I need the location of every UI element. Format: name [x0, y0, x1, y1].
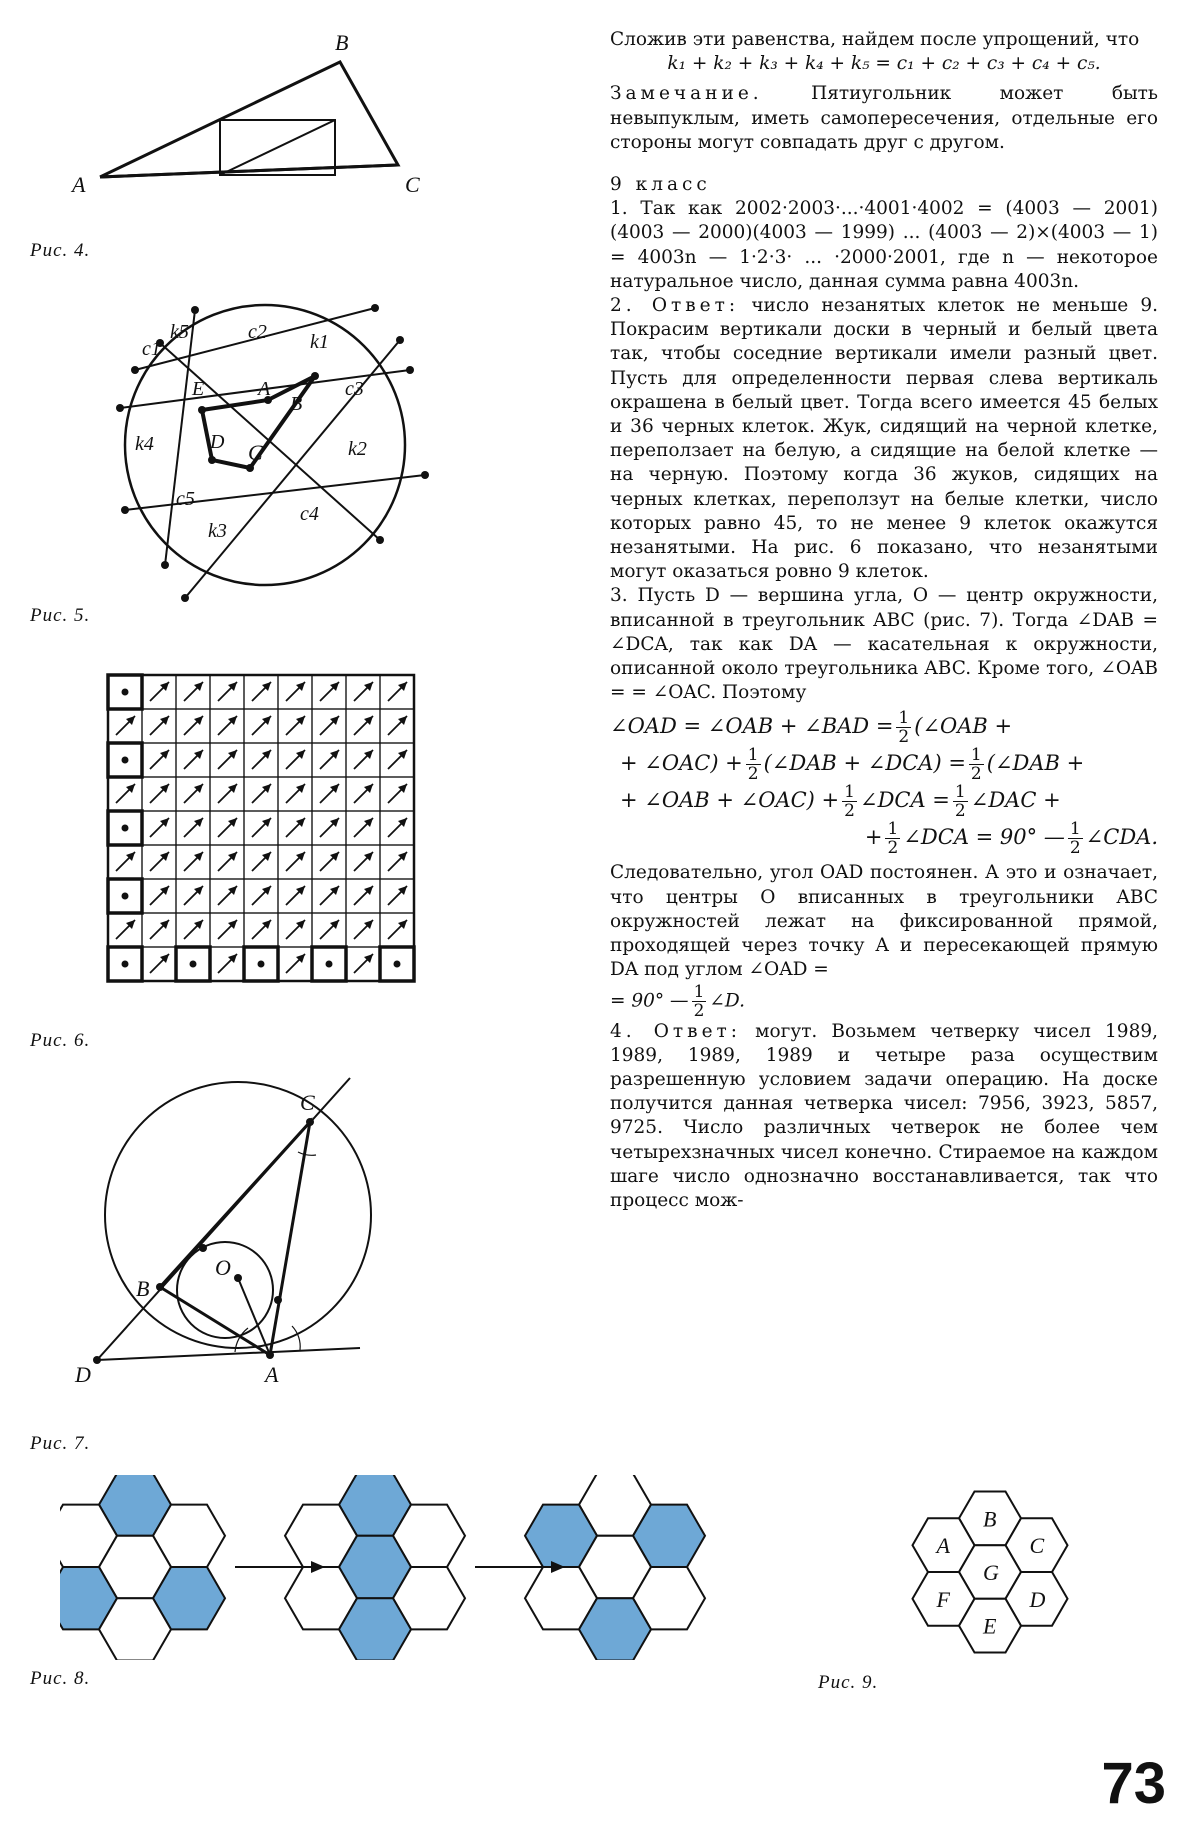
label-c3: c3	[345, 378, 364, 400]
label-c: C	[405, 172, 420, 197]
figure-5	[100, 280, 440, 620]
intro-paragraph: Сложив эти равенства, найдем после упрощений, что	[610, 29, 1140, 50]
empty-cell-dot	[190, 961, 197, 968]
problem-2	[610, 294, 1158, 584]
label-b: B	[290, 393, 303, 415]
equation-sum: k₁ + k₂ + k₃ + k₄ + k₅ = c₁ + c₂ + c₃ + c₄ + c₅.	[667, 53, 1101, 75]
empty-cell-dot	[258, 961, 265, 968]
problem-1: 1. Так как 2002·2003·...·4001·4002 = (4003 — 2001)(4003 — 2000)(4003 — 1999) ... (4003 — 2)×(4003 — 1) = 4003n — 1·2·3· ... ·2000·2001, где n — некоторое натуральное число, данная сумма равна 4003n.	[610, 198, 1158, 292]
figure-7	[60, 1060, 380, 1390]
label-c4: c4	[300, 503, 319, 525]
hex-label-f: F	[936, 1586, 950, 1612]
label-k4: k4	[135, 433, 154, 455]
hex-label-e: E	[983, 1613, 997, 1639]
math-line-4: + $\frac{1}{2}$ ∠DCA = 90° — $\frac{1}{2}$ ∠CDA.	[864, 819, 1158, 859]
label-c1: c1	[142, 338, 161, 360]
label-k5: k5	[170, 321, 189, 343]
label-c: C	[248, 440, 263, 465]
label-k1: k1	[310, 331, 329, 353]
triangle-abc	[160, 1122, 310, 1355]
label-e: E	[192, 378, 205, 400]
remark-paragraph	[610, 82, 1158, 155]
empty-cell-dot	[122, 893, 129, 900]
label-b: B	[335, 30, 349, 55]
math-block	[610, 709, 1158, 857]
label-d: D	[75, 1362, 91, 1387]
label-d: D	[210, 431, 225, 453]
remark-text: Пятиугольник может быть невыпуклым, иметь самопересечения, отдельные его стороны могут совпадать друг с другом.	[610, 83, 1158, 153]
text-column	[610, 28, 1158, 1213]
answer-heading-2: 2. Ответ:	[610, 295, 740, 317]
answer-heading-4: 4. Ответ:	[610, 1020, 741, 1042]
label-c: C	[300, 1090, 315, 1115]
figure-4	[60, 20, 460, 200]
caption-fig6: Рис. 6.	[30, 1030, 91, 1051]
caption-fig7: Рис. 7.	[30, 1433, 91, 1454]
empty-cell-dot	[394, 961, 401, 968]
empty-cell-dot	[122, 961, 129, 968]
remark-heading: Замечание.	[610, 83, 763, 105]
conclusion-paragraph: Следовательно, угол OAD постоянен. А это и означает, что центры O вписанных в треугольники ABC окружностей лежат на фиксированной прямой, проходящей через точку A и пересекающей прямую DA под углом ∠OAD =	[610, 862, 1158, 981]
problem-4	[610, 1020, 1158, 1214]
caption-fig8: Рис. 8.	[30, 1668, 91, 1689]
caption-fig9: Рис. 9.	[818, 1672, 879, 1693]
empty-cell-dot	[326, 961, 333, 968]
line-c5	[125, 475, 425, 510]
figure-6-board	[105, 672, 417, 984]
math-line-2: + ∠OAC) + $\frac{1}{2}$ (∠DAB + ∠DCA) = $\frac{1}{2}$ (∠DAB +	[620, 745, 1085, 785]
empty-cell-dot	[122, 825, 129, 832]
hex-label-d: D	[1029, 1586, 1046, 1612]
hex-label-c: C	[1029, 1533, 1045, 1559]
page-number: 73	[1101, 1751, 1166, 1816]
label-k2: k2	[348, 438, 367, 460]
figure-9	[895, 1480, 1085, 1665]
problem-2-text: число незанятых клеток не меньше 9. Покрасим вертикали доски в черный и белый цвета так, чтобы соседние вертикали имели разный цвет. Пусть для определенности первая слева вертикаль окрашена в белый цвет. Тогда всего имеется 45 белых и 36 черных клеток. Жук, сидящий на черной клетке, переползает на белую, а сидящие на белой клетке — на черную. Поэтому когда 36 жуков, сидящих на черных клетках, переползут на белые клетки, число которых равно 45, то не менее 9 клеток окажутся незанятыми. На рис. 6 показано, что незанятыми могут оказаться ровно 9 клеток.	[610, 295, 1159, 583]
empty-cell-dot	[122, 757, 129, 764]
caption-fig5: Рис. 5.	[30, 605, 91, 626]
math-line-3: + ∠OAB + ∠OAC) + $\frac{1}{2}$ ∠DCA = $\frac{1}{2}$ ∠DAC +	[620, 782, 1061, 822]
problem-4-text: могут. Возьмем четверку чисел 1989, 1989, 1989, 1989 и четыре раза осуществим разрешенную условием задачи операцию. На доске получится данная четверка чисел: 7956, 3923, 5857, 9725. Число различных четверок не более чем четырехзначных чисел конечно. Стираемое на каждом шаге число однозначно восстанавливается, так что процесс мож-	[610, 1020, 1158, 1211]
grade-heading: 9 класс	[610, 174, 711, 196]
hex-label-g: G	[983, 1560, 999, 1585]
label-c2: c2	[248, 321, 267, 343]
figure-8	[60, 1475, 740, 1660]
math-line-5: = 90° — $\frac{1}{2}$ ∠D.	[610, 981, 745, 1021]
label-b: B	[136, 1276, 150, 1301]
empty-cell-dot	[122, 689, 129, 696]
angle-mark-a2	[292, 1326, 300, 1350]
line-k2	[185, 340, 400, 598]
label-a: A	[265, 1362, 279, 1387]
tangent-da	[97, 1348, 360, 1360]
label-a: A	[258, 378, 271, 400]
label-o: O	[215, 1255, 231, 1280]
angle-mark-c	[298, 1152, 316, 1155]
caption-fig4: Рис. 4.	[30, 240, 91, 261]
hex-label-b: B	[983, 1506, 997, 1532]
math-line-1: ∠OAD = ∠OAB + ∠BAD = $\frac{1}{2}$ (∠OAB +	[610, 708, 1013, 748]
problem-3: 3. Пусть D — вершина угла, O — центр окружности, вписанной в треугольник ABC (рис. 7). Тогда ∠DAB = ∠DCA, так как DA — касательная к окружности, описанной около треугольника ABC. Кроме того, ∠OAB = = ∠OAC. Поэтому	[610, 585, 1158, 704]
label-k3: k3	[208, 520, 227, 542]
label-a: A	[72, 172, 86, 197]
hex-label-a: A	[936, 1533, 950, 1559]
label-c5: c5	[176, 488, 195, 510]
line-k5	[165, 310, 195, 565]
